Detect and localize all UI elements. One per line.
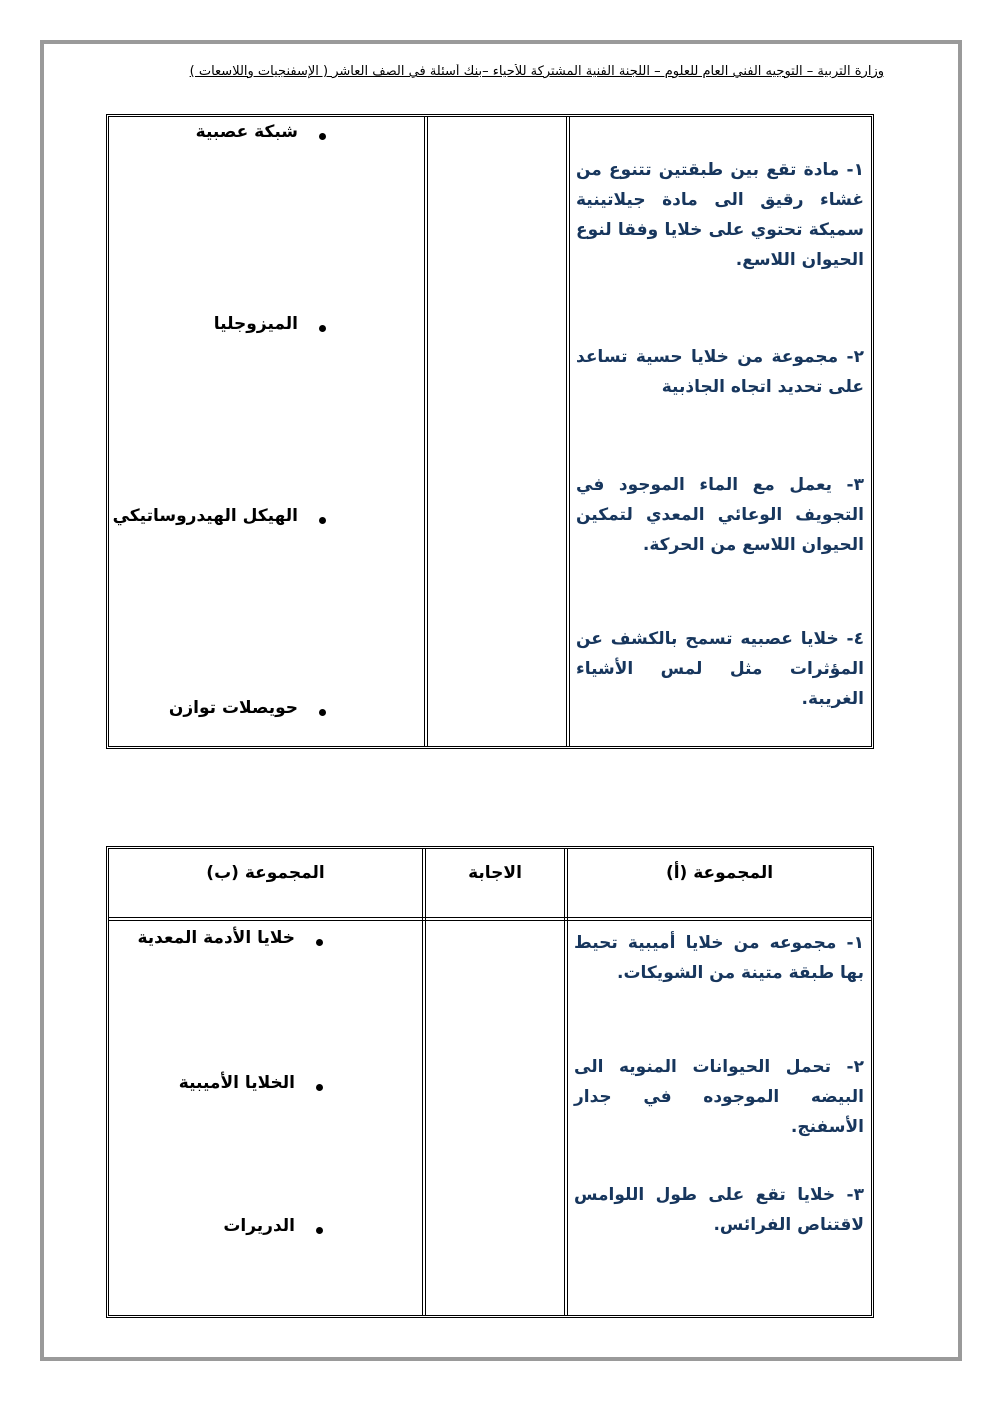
question-3: ٣- خلايا تقع على طول اللوامس لاقتناص الفرائس. — [574, 1185, 864, 1235]
header-answer: الاجابة — [468, 863, 522, 883]
option-1: خلايا الأدمة المعدية — [137, 928, 295, 948]
page-border-top — [40, 40, 962, 44]
column-divider — [566, 117, 570, 746]
bullet-icon — [316, 1227, 323, 1234]
bullet-icon — [319, 325, 326, 332]
page-border-right — [958, 40, 962, 1361]
option-3: الهيكل الهيدروساتيكي — [112, 506, 298, 526]
question-3: ٣- يعمل مع الماء الموجود في التجويف الوعائي المعدي لتمكين الحيوان اللاسع من الحركة. — [576, 475, 864, 555]
bullet-icon — [316, 939, 323, 946]
matching-table-2 — [106, 846, 874, 1318]
question-1: ١- مجموعه من خلايا أميبية تحيط بها طبقة متينة من الشويكات. — [574, 933, 864, 983]
header-row-divider — [109, 917, 871, 921]
page-border-left — [40, 40, 44, 1361]
page-header: وزارة التربية – التوجيه الفني العام للعلوم – اللجنة الفنية المشتركة للأحياء –بنك أسئلة في الصف العاشر ( الإسفنجيات واللاسعات ) — [189, 64, 884, 79]
bullet-icon — [319, 709, 326, 716]
option-3: الدريرات — [223, 1216, 295, 1236]
bullet-icon — [319, 133, 326, 140]
header-group-b: المجموعة (ب) — [206, 863, 325, 883]
question-4: ٤- خلايا عصبيه تسمح بالكشف عن المؤثرات مثل لمس الأشياء الغريبة. — [576, 629, 864, 709]
bullet-icon — [319, 517, 326, 524]
column-divider — [424, 117, 428, 746]
header-group-a: المجموعة (أ) — [665, 863, 774, 883]
bullet-icon — [316, 1084, 323, 1091]
option-4: حويصلات توازن — [168, 698, 298, 718]
matching-table-1 — [106, 114, 874, 749]
question-2: ٢- مجموعة من خلايا حسية تساعد على تحديد اتجاه الجاذبية — [576, 347, 864, 397]
question-2: ٢- تحمل الحيوانات المنويه الى البيضه الموجوده في جدار الأسفنج. — [574, 1057, 864, 1137]
option-2: الخلايا الأميبية — [178, 1073, 295, 1093]
option-2: الميزوجليا — [213, 314, 298, 334]
question-1: ١- مادة تقع بين طبقتين تتنوع من غشاء رقيق الى مادة جيلاتينية سميكة تحتوي على خلايا وفقا لنوع الحيوان اللاسع. — [576, 160, 864, 270]
page-border-bottom — [40, 1357, 962, 1361]
option-1: شبكة عصبية — [195, 122, 298, 142]
